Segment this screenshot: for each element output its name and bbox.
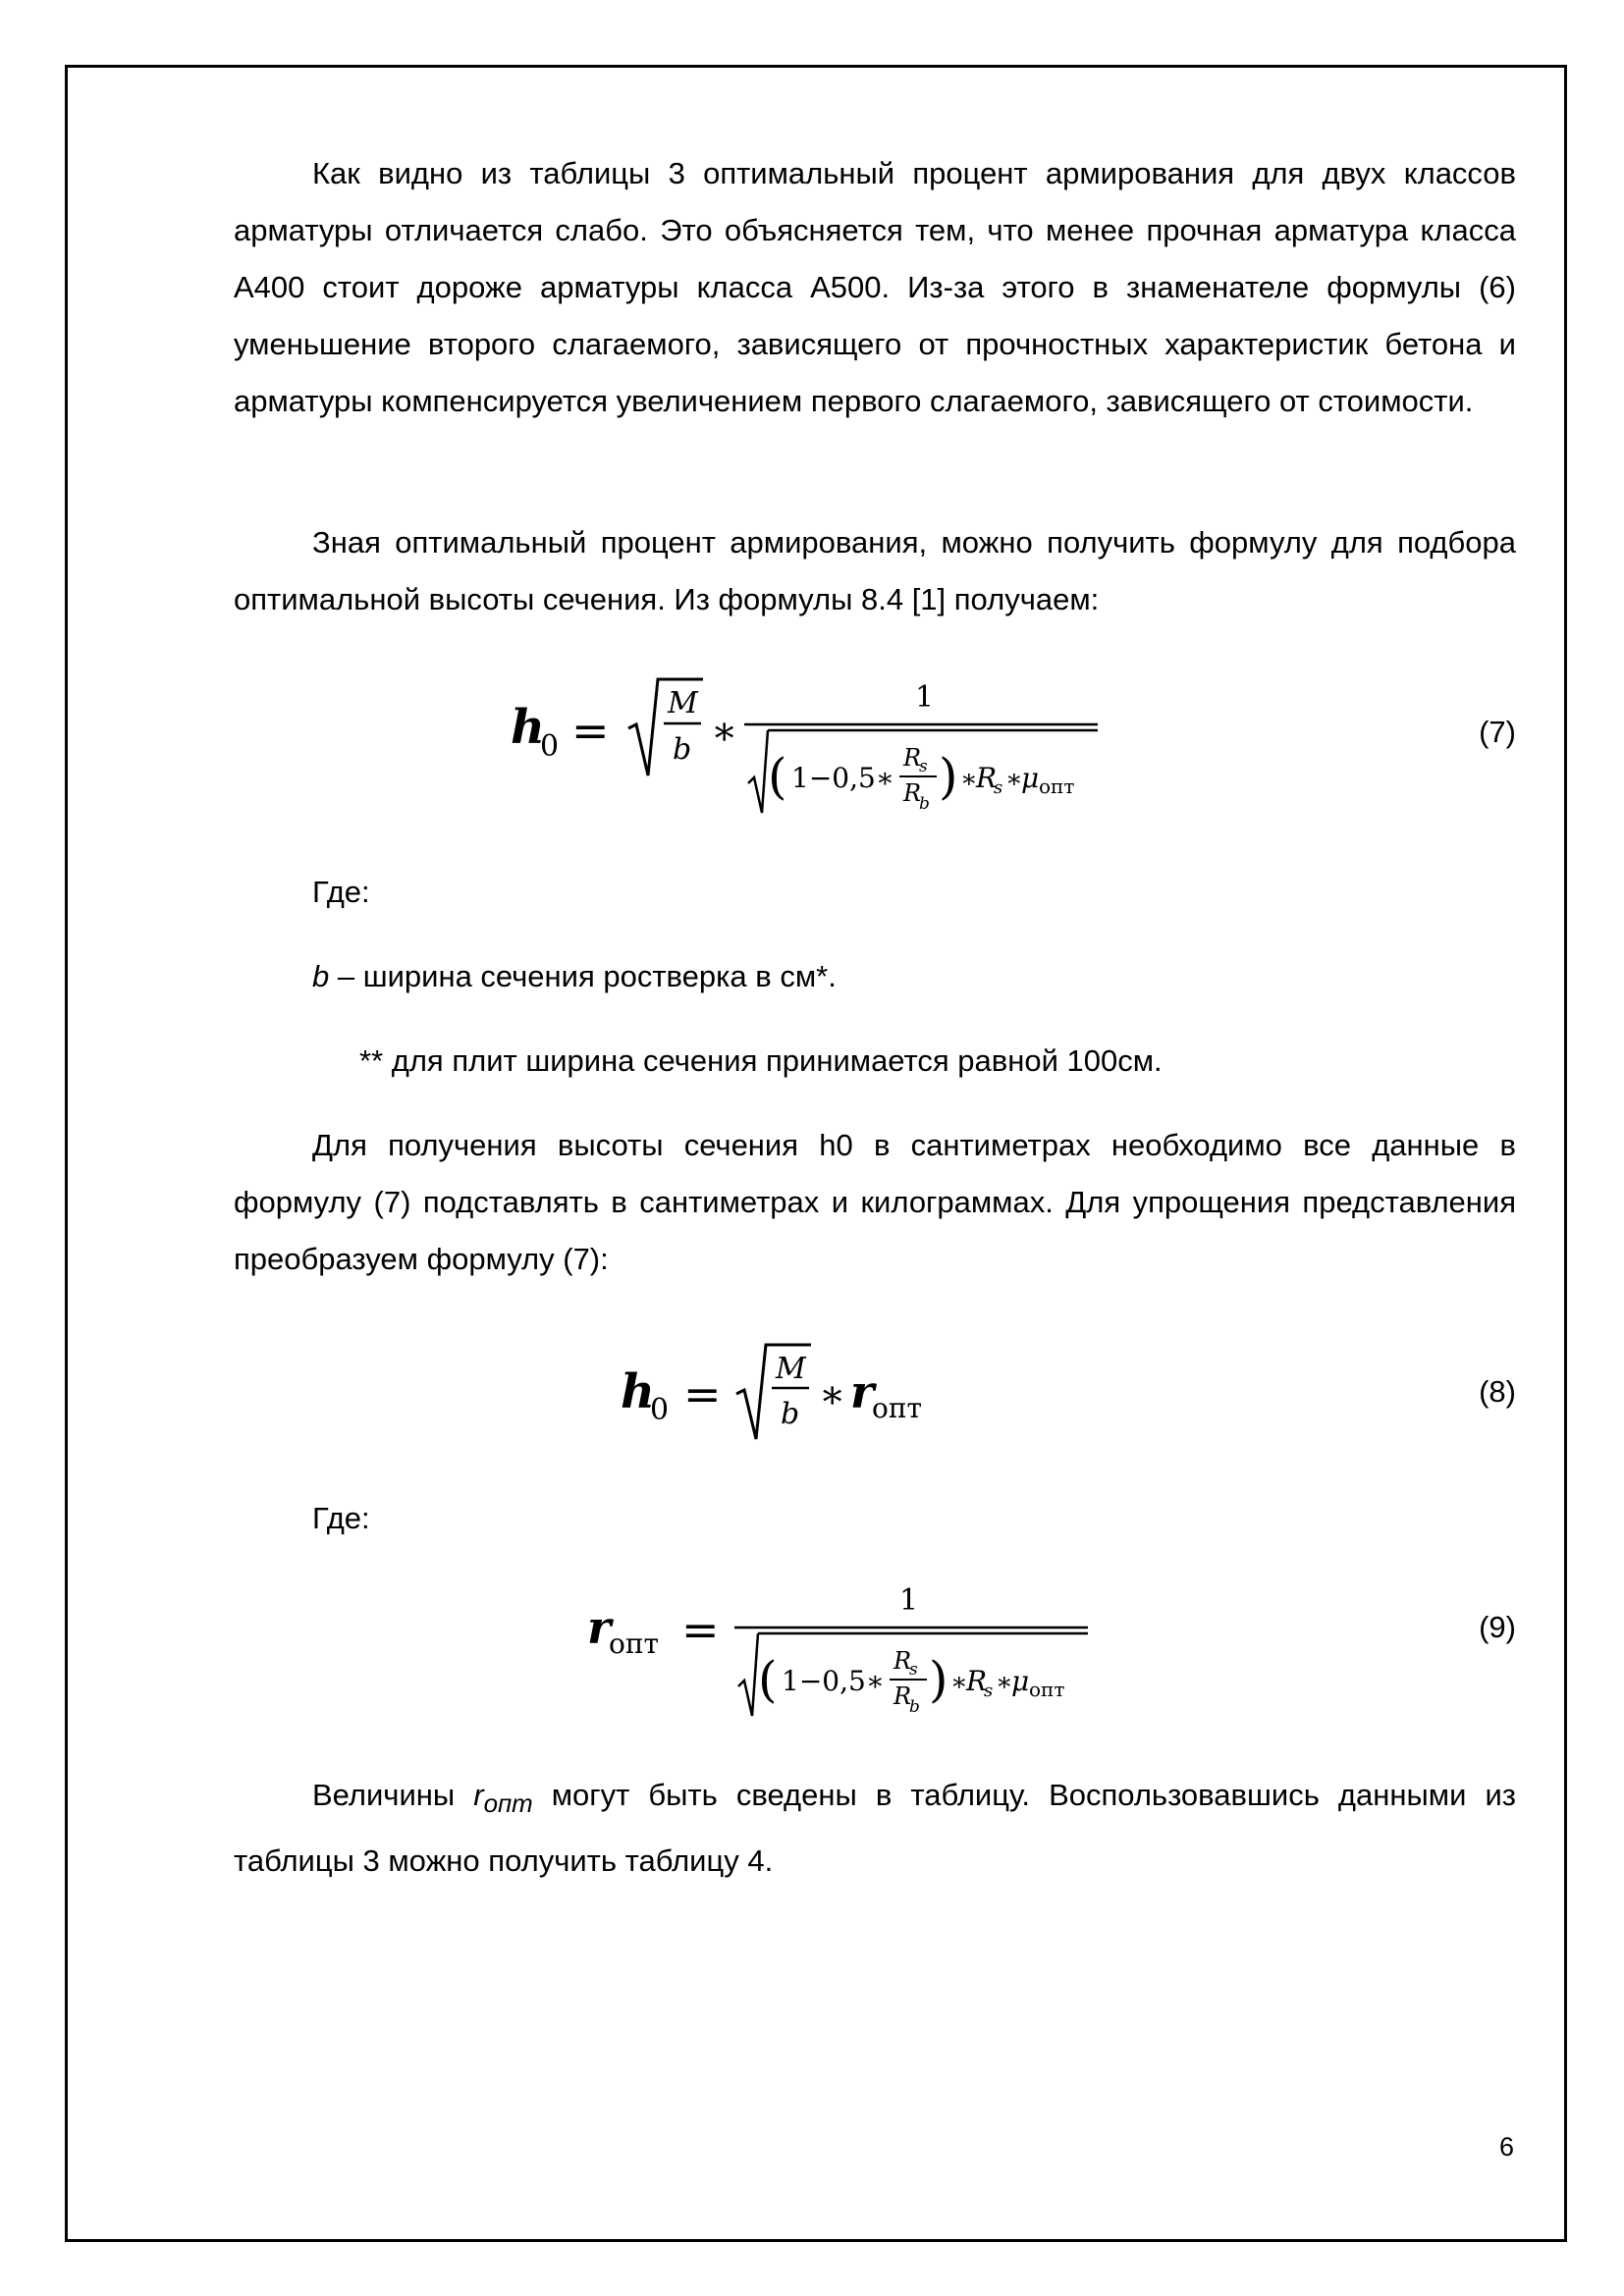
b-definition-block bbox=[234, 948, 1516, 1005]
f8-times: ∗ bbox=[819, 1372, 846, 1417]
f9-mu: μ bbox=[1011, 1665, 1030, 1697]
where-2-block bbox=[234, 1490, 1516, 1547]
f7-mu: μ bbox=[1021, 762, 1040, 794]
paragraph-4-block bbox=[234, 1767, 1516, 1890]
equation-number-7: (7) bbox=[1479, 715, 1516, 749]
where-label-1: Где: bbox=[312, 875, 370, 909]
paragraph-4-pre: Величины bbox=[312, 1778, 474, 1812]
paragraph-2: Зная оптимальный процент армирования, можно получить формулу для подбора оптимальной высоты сечения. Из формулы 8.4 [1] получаем: bbox=[234, 525, 1516, 616]
f7-mu-sub: опт bbox=[1039, 774, 1075, 798]
f7-lhs: h bbox=[511, 700, 545, 755]
b-definition: – ширина сечения ростверка в см*. bbox=[329, 959, 837, 993]
f9-lhs-sub: опт bbox=[609, 1628, 660, 1660]
paragraph-3-block bbox=[234, 1117, 1516, 1288]
page-number: 6 bbox=[1498, 2132, 1514, 2162]
f9-lhs: r bbox=[587, 1601, 612, 1654]
f7-one-minus: 1−0,5∗ bbox=[791, 762, 894, 794]
f7-denominator-sqrt-sign bbox=[748, 730, 768, 813]
paragraph-2-block bbox=[234, 514, 1516, 628]
where-1-block bbox=[234, 864, 1516, 921]
where-label-2: Где: bbox=[312, 1501, 370, 1535]
f9-rs: R bbox=[966, 1665, 988, 1697]
paragraph-3: Для получения высоты сечения h0 в сантиметрах необходимо все данные в формулу (7) подставлять в сантиметрах и килограммах. Для упрощения представления преобразуем формулу (7): bbox=[234, 1128, 1516, 1276]
f9-equals: = bbox=[681, 1603, 720, 1656]
paragraph-4-post: могут быть сведены в таблицу. Воспользовавшись данными из таблицы 3 можно получить таблицу 4. bbox=[234, 1778, 1516, 1879]
f9-paren-open: ( bbox=[758, 1651, 778, 1708]
f7-sqrt-num: M bbox=[668, 686, 698, 721]
f7-sqrt-den: b bbox=[673, 732, 692, 767]
f7-rs-top: R bbox=[903, 744, 922, 772]
f7-paren-open: ( bbox=[768, 748, 787, 805]
f8-r: r bbox=[850, 1365, 875, 1418]
formula-7 bbox=[511, 667, 1119, 834]
note-block bbox=[234, 1033, 1516, 1090]
paragraph-4 bbox=[234, 1767, 1516, 1890]
r-opt-symbol: r bbox=[473, 1778, 484, 1812]
paragraph-1: Как видно из таблицы 3 оптимальный процент армирования для двух классов арматуры отличается слабо. Это объясняется тем, что менее прочная арматура класса А400 стоит дороже арматуры класса А500. Из-за этого в знаменателе формулы (6) уменьшение второго слагаемого, зависящего от прочностных характеристик бетона и арматуры компенсируется увеличением первого слагаемого, зависящего от стоимости. bbox=[234, 156, 1516, 418]
f8-sqrt-den: b bbox=[781, 1397, 800, 1431]
f7-times: ∗ bbox=[711, 709, 738, 754]
b-definition-line bbox=[234, 948, 1516, 1005]
f8-r-sub: опт bbox=[872, 1392, 923, 1424]
f7-rb-bottom-sub: b bbox=[919, 794, 930, 814]
f9-paren-close: ) bbox=[929, 1651, 948, 1708]
f7-rest-times-2: ∗ bbox=[1005, 765, 1023, 794]
f9-mu-sub: опт bbox=[1029, 1678, 1065, 1701]
f8-equals: = bbox=[683, 1367, 722, 1420]
f7-rb-bottom: R bbox=[903, 779, 922, 807]
r-opt-subscript: опт bbox=[483, 1790, 533, 1819]
equation-number-8: (8) bbox=[1479, 1374, 1516, 1409]
formula-8 bbox=[619, 1337, 952, 1455]
f7-rest-times-1: ∗ bbox=[960, 765, 978, 794]
f7-frac-num: 1 bbox=[915, 680, 935, 715]
f7-rs-sub: s bbox=[994, 777, 1003, 798]
equation-number-9: (9) bbox=[1479, 1610, 1516, 1644]
f9-rs-sub: s bbox=[984, 1681, 994, 1701]
f9-rest-times-2: ∗ bbox=[996, 1668, 1013, 1697]
f9-rs-top: R bbox=[893, 1647, 912, 1675]
f7-equals: = bbox=[571, 704, 610, 757]
f7-lhs-sub: 0 bbox=[540, 729, 560, 764]
f8-lhs-sub: 0 bbox=[650, 1393, 670, 1427]
f9-rs-top-sub: s bbox=[909, 1660, 918, 1680]
f9-frac-num: 1 bbox=[899, 1583, 919, 1618]
b-symbol: b bbox=[312, 959, 330, 993]
formula-9 bbox=[587, 1573, 1098, 1739]
f9-one-minus: 1−0,5∗ bbox=[782, 1665, 885, 1697]
f9-rest-times-1: ∗ bbox=[950, 1668, 968, 1697]
f7-paren-close: ) bbox=[939, 748, 958, 805]
f9-denominator-sqrt-sign bbox=[738, 1633, 758, 1716]
f8-sqrt-num: M bbox=[776, 1352, 806, 1386]
note-line: ** для плит ширина сечения принимается равной 100см. bbox=[359, 1043, 1163, 1078]
f9-rb-bottom: R bbox=[893, 1682, 912, 1710]
f8-lhs: h bbox=[621, 1364, 655, 1419]
f9-rb-bottom-sub: b bbox=[909, 1697, 920, 1717]
paragraph-1-block bbox=[234, 145, 1516, 430]
f7-rs: R bbox=[976, 762, 998, 794]
f7-rs-top-sub: s bbox=[919, 757, 928, 776]
